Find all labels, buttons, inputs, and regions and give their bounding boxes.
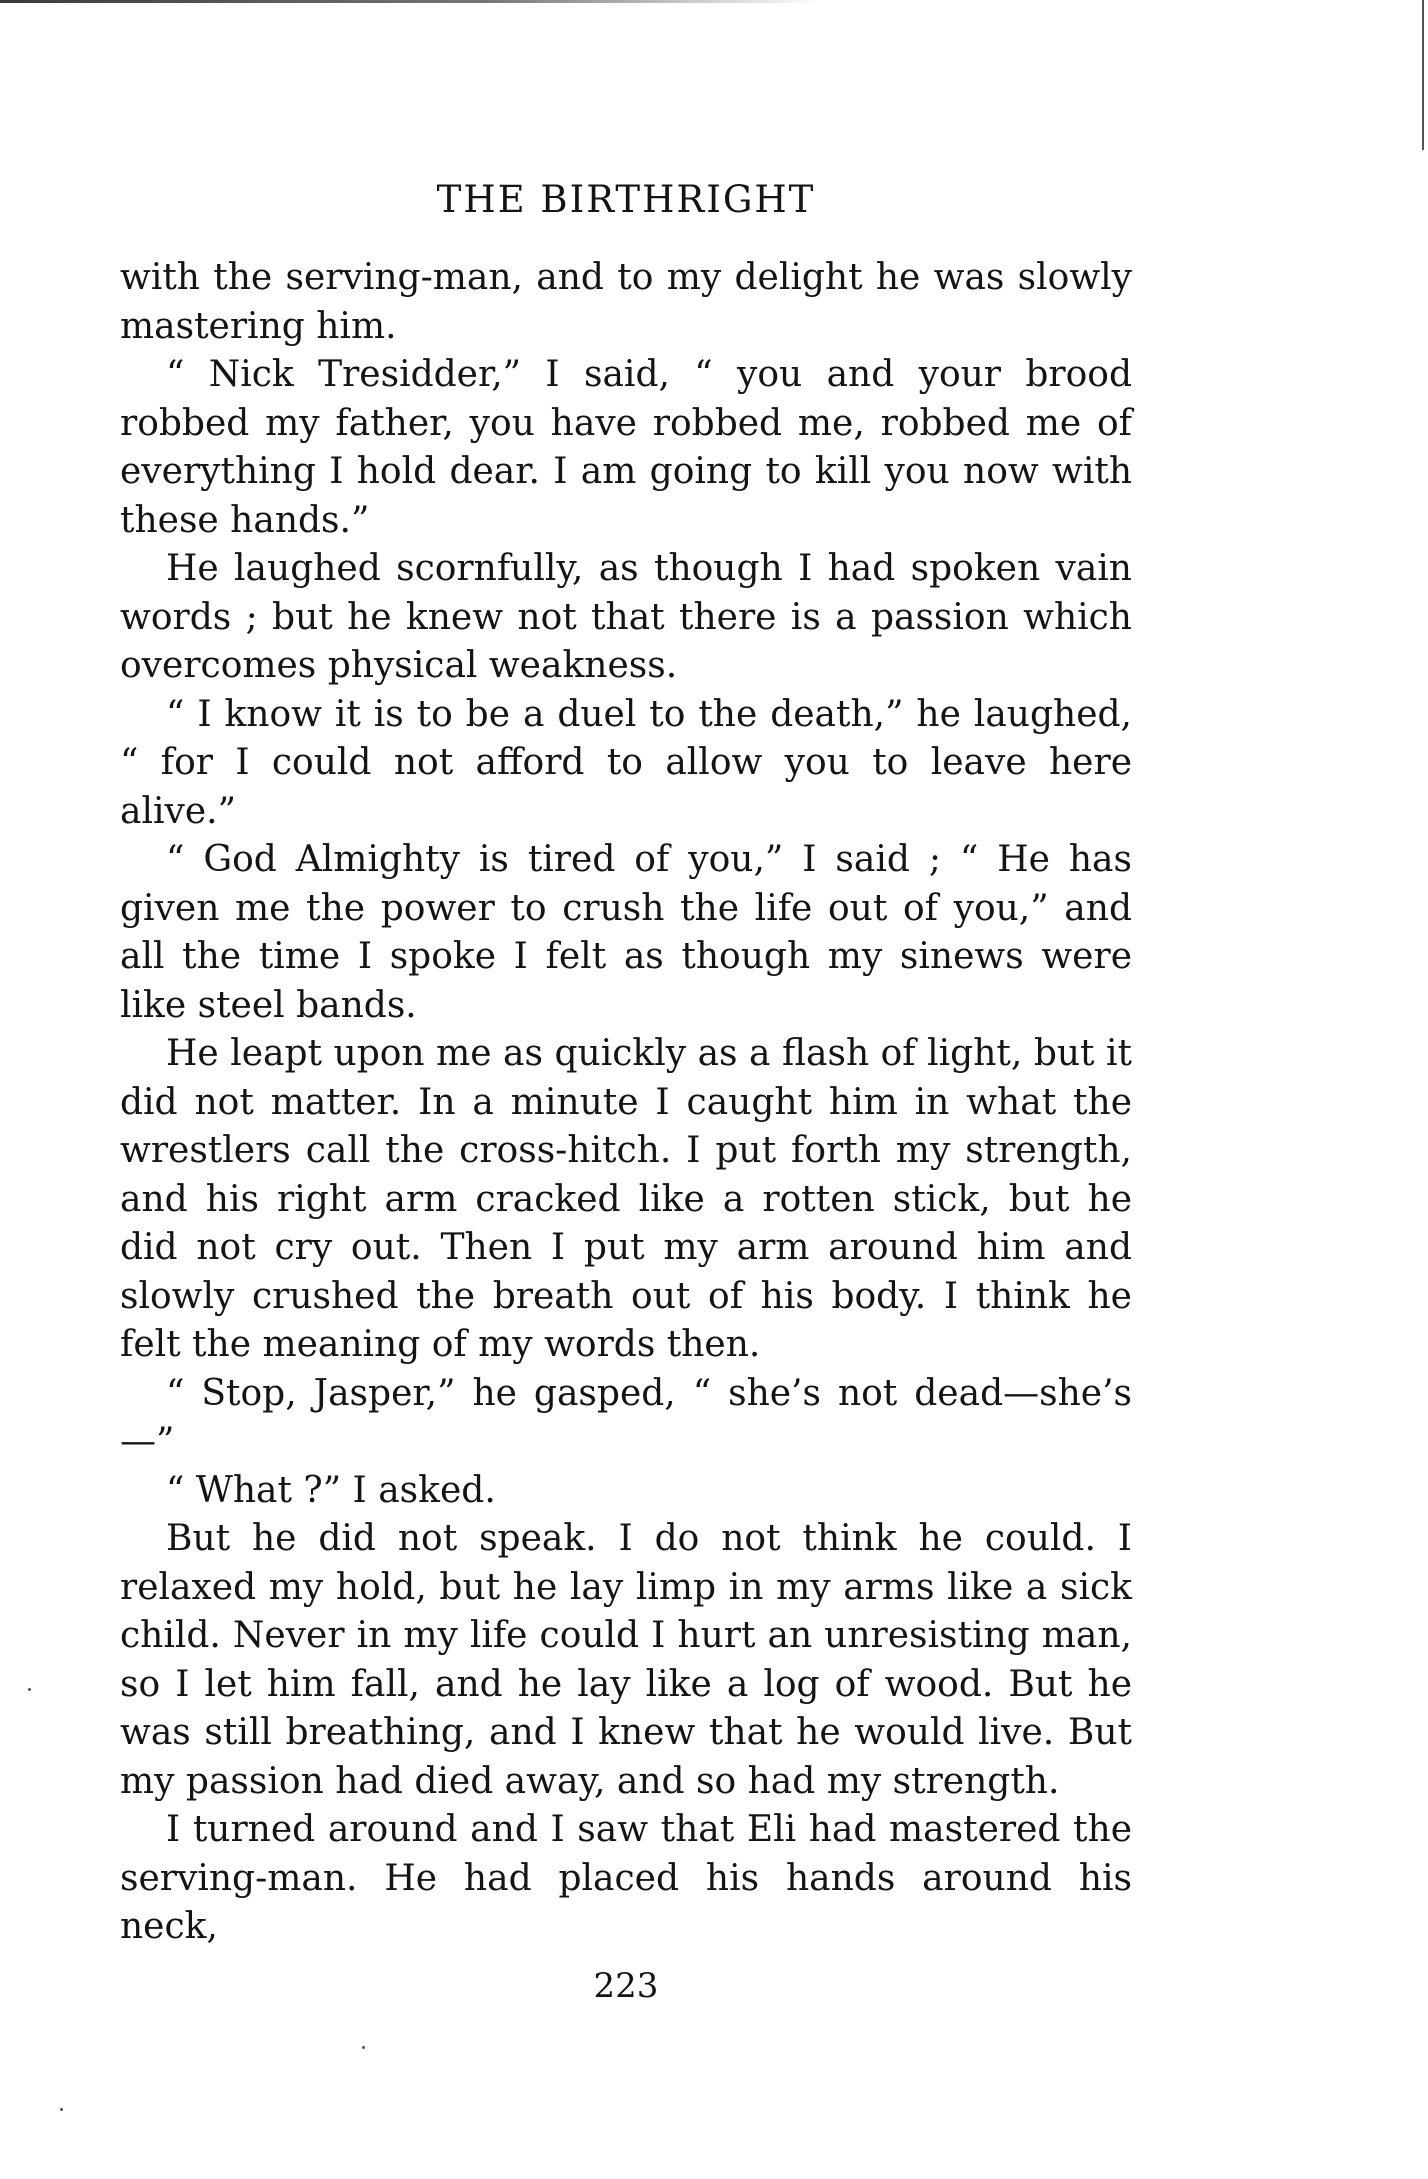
paragraph: “ Nick Tresidder,” I said, “ you and your brood robbed my father, you have robbed me, robbed me of everything I hold dear. I am going to kill you now with these hands.” <box>120 354 1132 541</box>
paragraph: with the serving-man, and to my delight he was slowly mastering him. <box>120 257 1132 347</box>
paragraph: I turned around and I saw that Eli had mastered the serving-man. He had placed his hands around his neck, <box>120 1809 1132 1947</box>
paragraph: He laughed scornfully, as though I had spoken vain words ; but he knew not that there is a passion which overcomes physical weakness. <box>120 548 1132 686</box>
running-head: THE BIRTHRIGHT <box>436 178 816 221</box>
paragraph: “ What ?” I asked. <box>166 1469 496 1511</box>
paragraph: “ God Almighty is tired of you,” I said ; “ He has given me the power to crush the life out of you,” and all the time I spoke I felt as though my sinews were like steel bands. <box>120 839 1132 1026</box>
book-page <box>120 170 1132 2010</box>
scan-top-edge <box>0 0 820 3</box>
paragraph: “ Stop, Jasper,” he gasped, “ she’s not dead—she’s—” <box>120 1372 1132 1462</box>
paragraph: “ I know it is to be a duel to the death,” he laughed, “ for I could not afford to allow you to leave here alive.” <box>120 693 1132 832</box>
scan-right-edge <box>1422 0 1424 150</box>
paragraph: He leapt upon me as quickly as a flash of light, but it did not matter. In a minute I caught him in what the wrestlers call the cross-hitch. I put forth my strength, and his right arm cracked like a rotten stick, but he did not cry out. Then I put my arm around him and slowly crushed the breath out of his body. I think he felt the meaning of my words then. <box>120 1033 1132 1365</box>
scan-speck <box>362 2046 365 2049</box>
body-text <box>120 254 1132 1952</box>
paragraph: But he did not speak. I do not think he could. I relaxed my hold, but he lay limp in my arms like a sick child. Never in my life could I hurt an unresisting man, so I let him fall, and he lay like a log of wood. But he was still breathing, and I knew that he would live. But my passion had died away, and so had my strength. <box>120 1518 1132 1802</box>
scan-speck <box>60 2108 63 2111</box>
page-number: 223 <box>593 1965 659 2006</box>
scan-speck <box>28 1688 31 1691</box>
